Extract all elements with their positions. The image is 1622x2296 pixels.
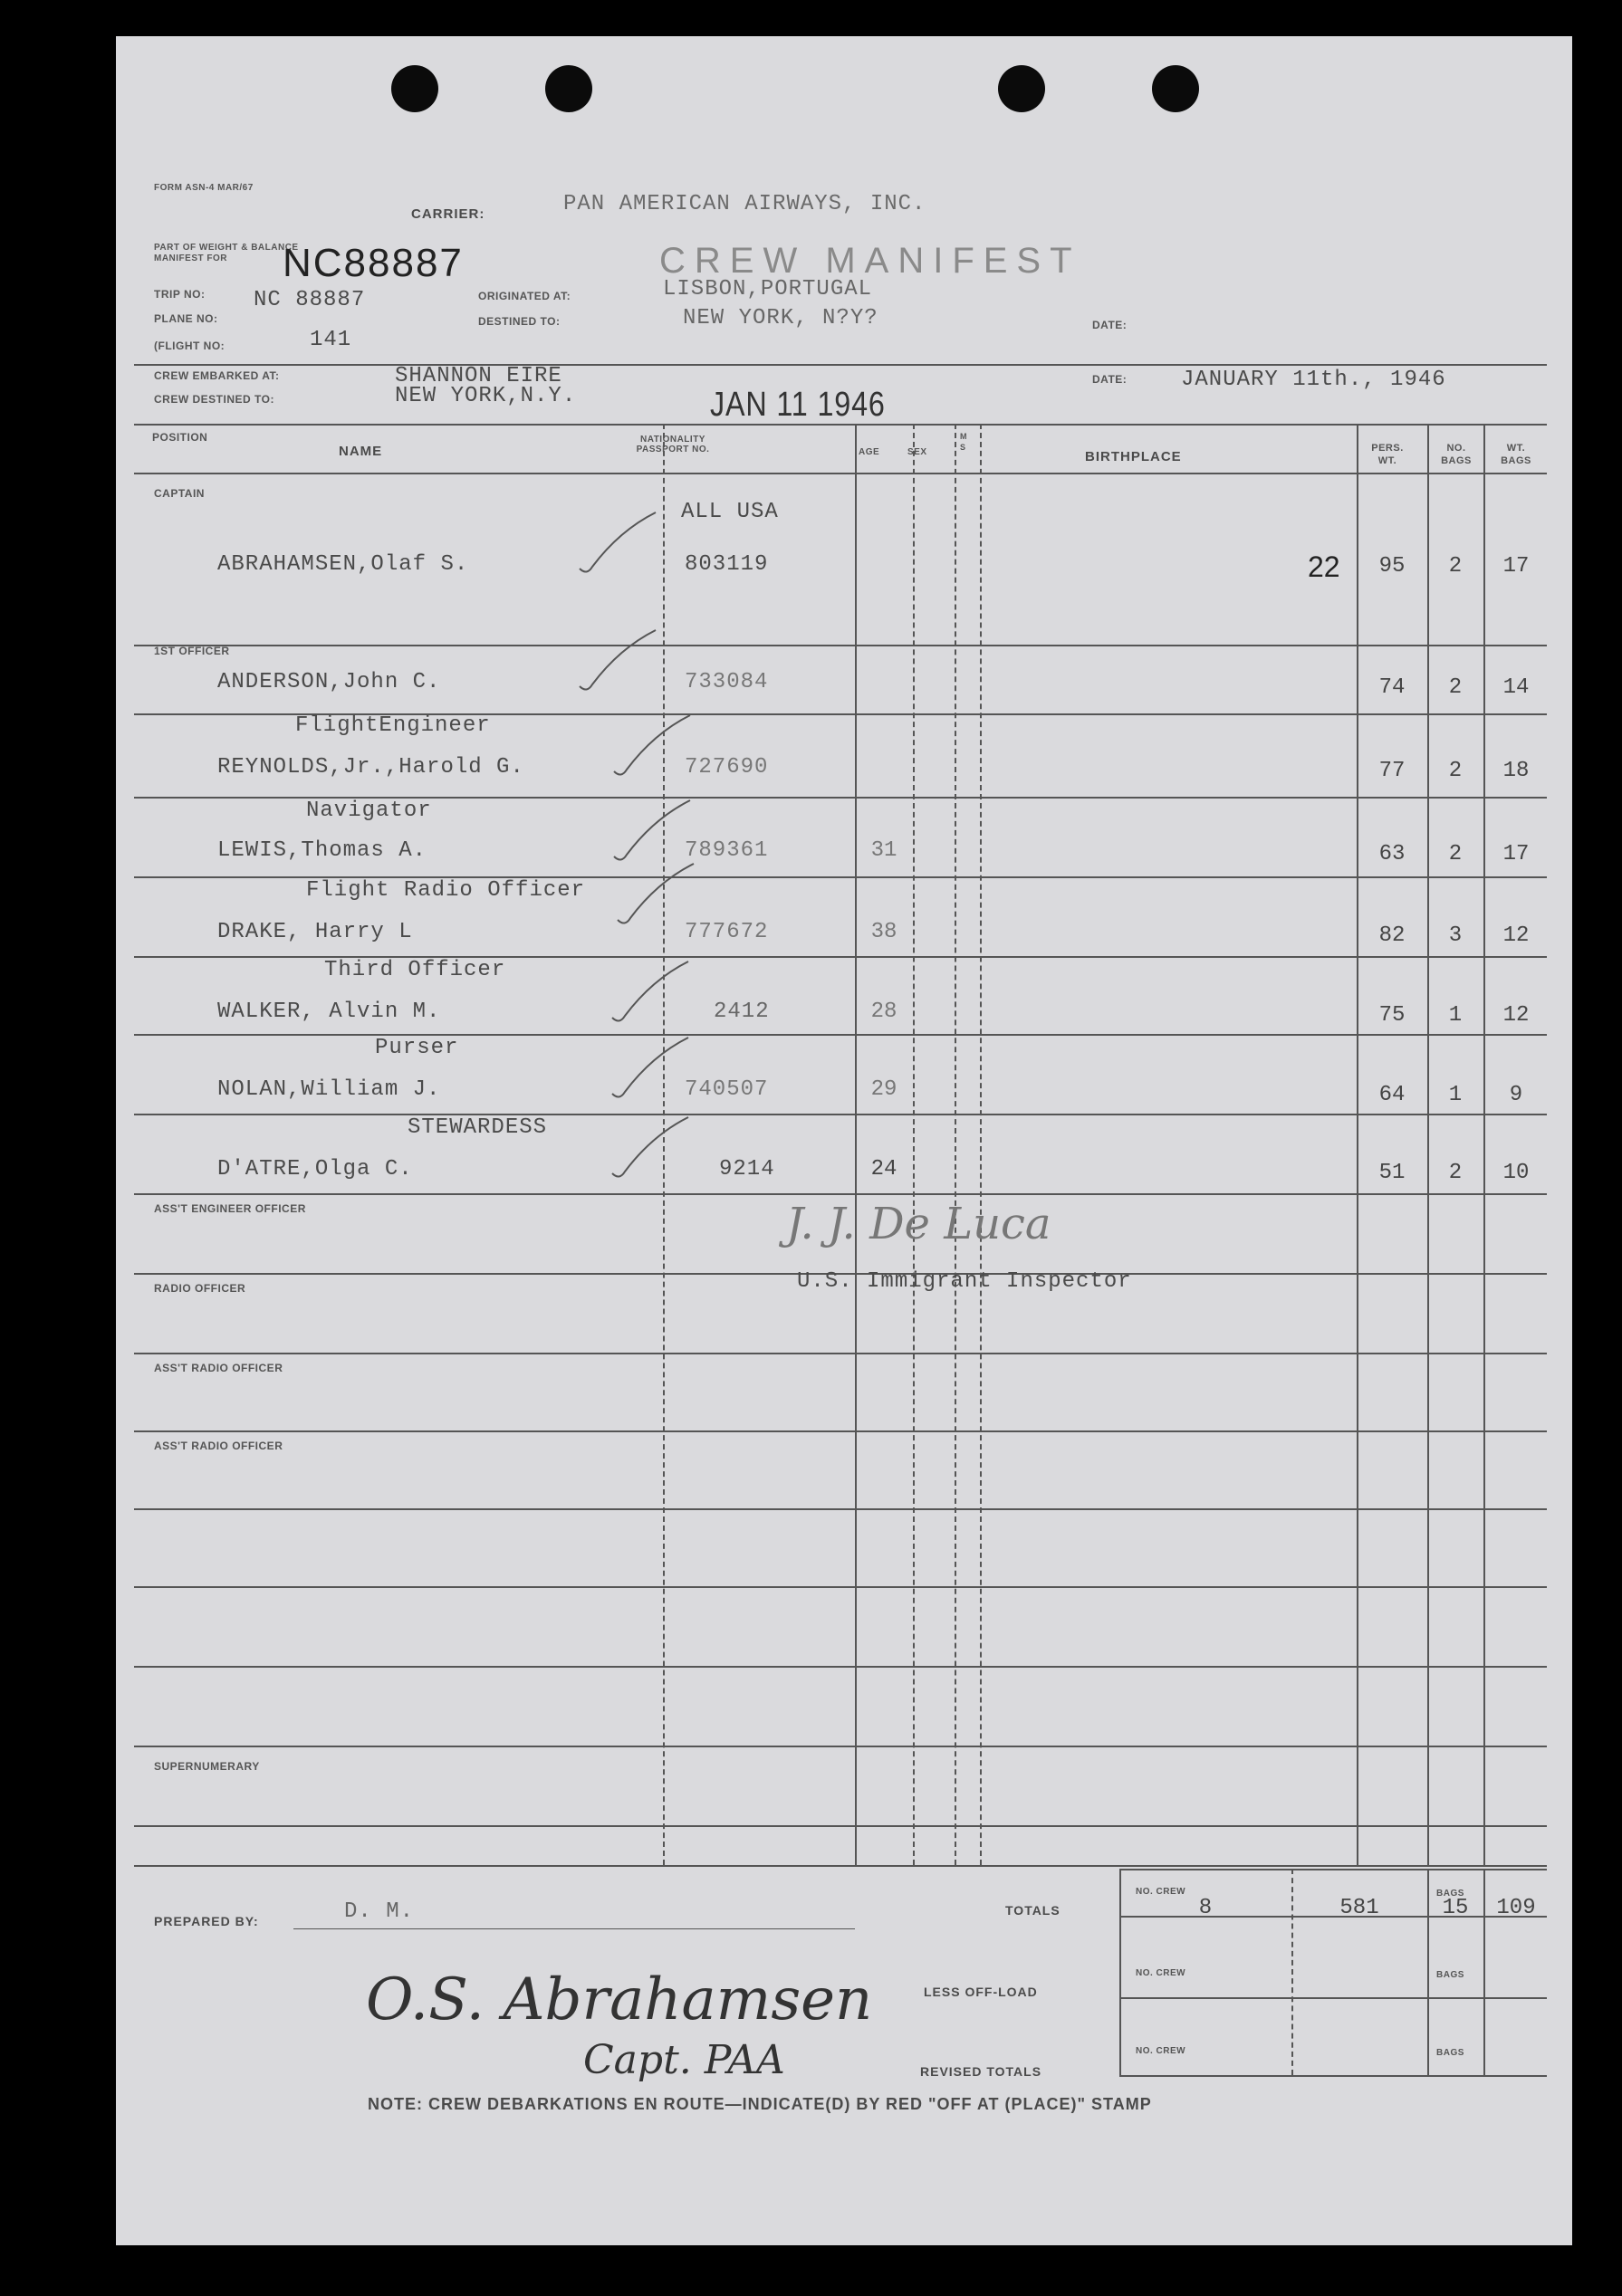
inspector-title: U.S. Immigrant Inspector (797, 1269, 1132, 1294)
form-number: FORM ASN-4 MAR/67 (154, 183, 254, 193)
crew-age: 28 (870, 1000, 897, 1024)
crew-wt-bags: 12 (1502, 1003, 1530, 1028)
flight-no: 141 (310, 328, 352, 352)
crew-role: Navigator (306, 799, 432, 823)
crew-pers-wt: 63 (1378, 842, 1406, 866)
crew-wt-bags: 10 (1502, 1161, 1530, 1185)
destined-to: NEW YORK, N?Y? (683, 306, 878, 330)
crew-no-bags: 1 (1448, 1083, 1463, 1107)
date-label-top: DATE: (1092, 319, 1128, 331)
totals-label: TOTALS (1005, 1903, 1061, 1918)
crew-role: Third Officer (324, 958, 506, 982)
crew-pers-wt: 82 (1378, 923, 1406, 948)
col-position: POSITION (152, 431, 208, 444)
col-name: NAME (339, 444, 383, 459)
date-label: DATE: (1092, 373, 1128, 386)
plane-no-label: PLANE NO: (154, 312, 218, 325)
crew-pers-wt: 75 (1378, 1003, 1406, 1028)
no-crew-label: NO. CREW (1136, 1887, 1186, 1897)
crew-name: ANDERSON,John C. (217, 670, 441, 694)
crew-age: 38 (870, 920, 897, 944)
crew-name: REYNOLDS,Jr.,Harold G. (217, 755, 524, 780)
no-crew-label: NO. CREW (1136, 1968, 1186, 1978)
crew-pers-wt: 51 (1378, 1161, 1406, 1185)
carrier-name: PAN AMERICAN AIRWAYS, INC. (563, 192, 926, 216)
crew-passport: 733084 (685, 670, 769, 694)
position-asst-radio-1: ASS'T RADIO OFFICER (154, 1362, 283, 1374)
col-birthplace: BIRTHPLACE (1085, 449, 1182, 464)
crew-name: NOLAN,William J. (217, 1077, 441, 1102)
crew-wt-bags: 12 (1502, 923, 1530, 948)
position-asst-radio-2: ASS'T RADIO OFFICER (154, 1440, 283, 1452)
originated-label: ORIGINATED AT: (478, 290, 571, 302)
crew-passport: 2412 (714, 1000, 770, 1024)
col-age: AGE (859, 447, 880, 457)
birthplace-note: 22 (1308, 550, 1340, 583)
crew-age: 31 (870, 838, 897, 863)
crew-role: Purser (375, 1036, 459, 1060)
totals-no-crew: 8 (1198, 1896, 1213, 1920)
less-offload-label: LESS OFF-LOAD (924, 1985, 1038, 1999)
prepared-by-label: PREPARED BY: (154, 1914, 259, 1928)
prepared-by: D. M. (344, 1899, 415, 1924)
carrier-label: CARRIER: (411, 206, 485, 222)
manifest-date: JANUARY 11th., 1946 (1181, 368, 1446, 392)
revised-totals-label: REVISED TOTALS (920, 2064, 1042, 2079)
crew-pers-wt: 74 (1378, 675, 1406, 700)
embarked-label: CREW EMBARKED AT: (154, 369, 280, 382)
crew-no-bags: 1 (1448, 1003, 1463, 1028)
destined-label: DESTINED TO: (478, 315, 561, 328)
crew-no-bags: 3 (1448, 923, 1463, 948)
position-asst-engineer: ASS'T ENGINEER OFFICER (154, 1202, 306, 1215)
crew-destined-to: NEW YORK,N.Y. (395, 384, 577, 408)
trip-no-label: TRIP NO: (154, 288, 206, 301)
nationality-all: ALL USA (681, 500, 779, 524)
crew-passport: 777672 (685, 920, 769, 944)
captain-title: Capt. PAA (583, 2037, 785, 2083)
bags-label: BAGS (1436, 2048, 1464, 2058)
crew-passport: 727690 (685, 755, 769, 780)
inspector-signature: J. J. De Luca (786, 1199, 1051, 1249)
crew-wt-bags: 18 (1502, 759, 1530, 783)
position-first-officer: 1ST OFFICER (154, 645, 230, 657)
totals-weight: 581 (1339, 1896, 1379, 1920)
crew-pers-wt: 64 (1378, 1083, 1406, 1107)
embarked-at: SHANNON EIRE (395, 364, 562, 388)
crew-passport: 803119 (685, 552, 769, 577)
crew-no-bags: 2 (1448, 554, 1463, 579)
crew-wt-bags: 14 (1502, 675, 1530, 700)
footer-note: NOTE: CREW DEBARKATIONS EN ROUTE—INDICATE(D) BY RED "OFF AT (PLACE)" STAMP (368, 2095, 1152, 2113)
crew-age: 29 (870, 1077, 897, 1102)
col-ms: M S (960, 432, 967, 452)
col-no-bags: NO. BAGS (1441, 443, 1472, 466)
crew-pers-wt: 95 (1378, 554, 1406, 579)
bags-label: BAGS (1436, 1970, 1464, 1980)
crew-no-bags: 2 (1448, 1161, 1463, 1185)
crew-role: FlightEngineer (295, 713, 491, 738)
col-pers-wt: PERS. WT. (1371, 443, 1404, 466)
date-stamp: JAN 11 1946 (710, 386, 886, 424)
no-crew-label: NO. CREW (1136, 2046, 1186, 2056)
crew-passport: 789361 (685, 838, 769, 863)
bags-label: BAGS (1436, 1889, 1464, 1899)
crew-wt-bags: 9 (1509, 1083, 1523, 1107)
totals-bags: 15 (1442, 1896, 1469, 1920)
part-of-label: PART OF WEIGHT & BALANCE MANIFEST FOR (154, 243, 299, 263)
manifest-page (116, 36, 1572, 2245)
crew-role: STEWARDESS (408, 1115, 548, 1140)
manifest-number: NC88887 (283, 241, 464, 285)
crew-passport: 9214 (719, 1157, 775, 1181)
col-nationality: NATIONALITY PASSPORT NO. (636, 435, 710, 454)
crew-age: 24 (870, 1157, 897, 1181)
crew-role: Flight Radio Officer (306, 878, 586, 903)
crew-wt-bags: 17 (1502, 554, 1530, 579)
crew-no-bags: 2 (1448, 842, 1463, 866)
position-radio-officer: RADIO OFFICER (154, 1282, 246, 1295)
crew-wt-bags: 17 (1502, 842, 1530, 866)
col-sex: SEX (907, 447, 927, 457)
crew-name: WALKER, Alvin M. (217, 1000, 441, 1024)
crew-name: D'ATRE,Olga C. (217, 1157, 413, 1181)
crew-no-bags: 2 (1448, 675, 1463, 700)
check-marks (116, 36, 1572, 2245)
position-captain: CAPTAIN (154, 487, 205, 500)
crew-pers-wt: 77 (1378, 759, 1406, 783)
crew-no-bags: 2 (1448, 759, 1463, 783)
flight-no-label: (FLIGHT NO: (154, 340, 226, 352)
crew-passport: 740507 (685, 1077, 769, 1102)
crew-name: LEWIS,Thomas A. (217, 838, 427, 863)
trip-no: NC 88887 (254, 288, 366, 312)
crew-name: ABRAHAMSEN,Olaf S. (217, 552, 469, 577)
captain-signature: O.S. Abrahamsen (366, 1966, 873, 2033)
totals-wt-bags: 109 (1496, 1896, 1536, 1920)
crew-destined-label: CREW DESTINED TO: (154, 393, 274, 406)
originated-at: LISBON,PORTUGAL (663, 277, 873, 301)
document-title: CREW MANIFEST (659, 241, 1081, 281)
crew-name: DRAKE, Harry L (217, 920, 413, 944)
position-supernumerary: SUPERNUMERARY (154, 1760, 260, 1773)
col-wt-bags: WT. BAGS (1501, 443, 1531, 466)
